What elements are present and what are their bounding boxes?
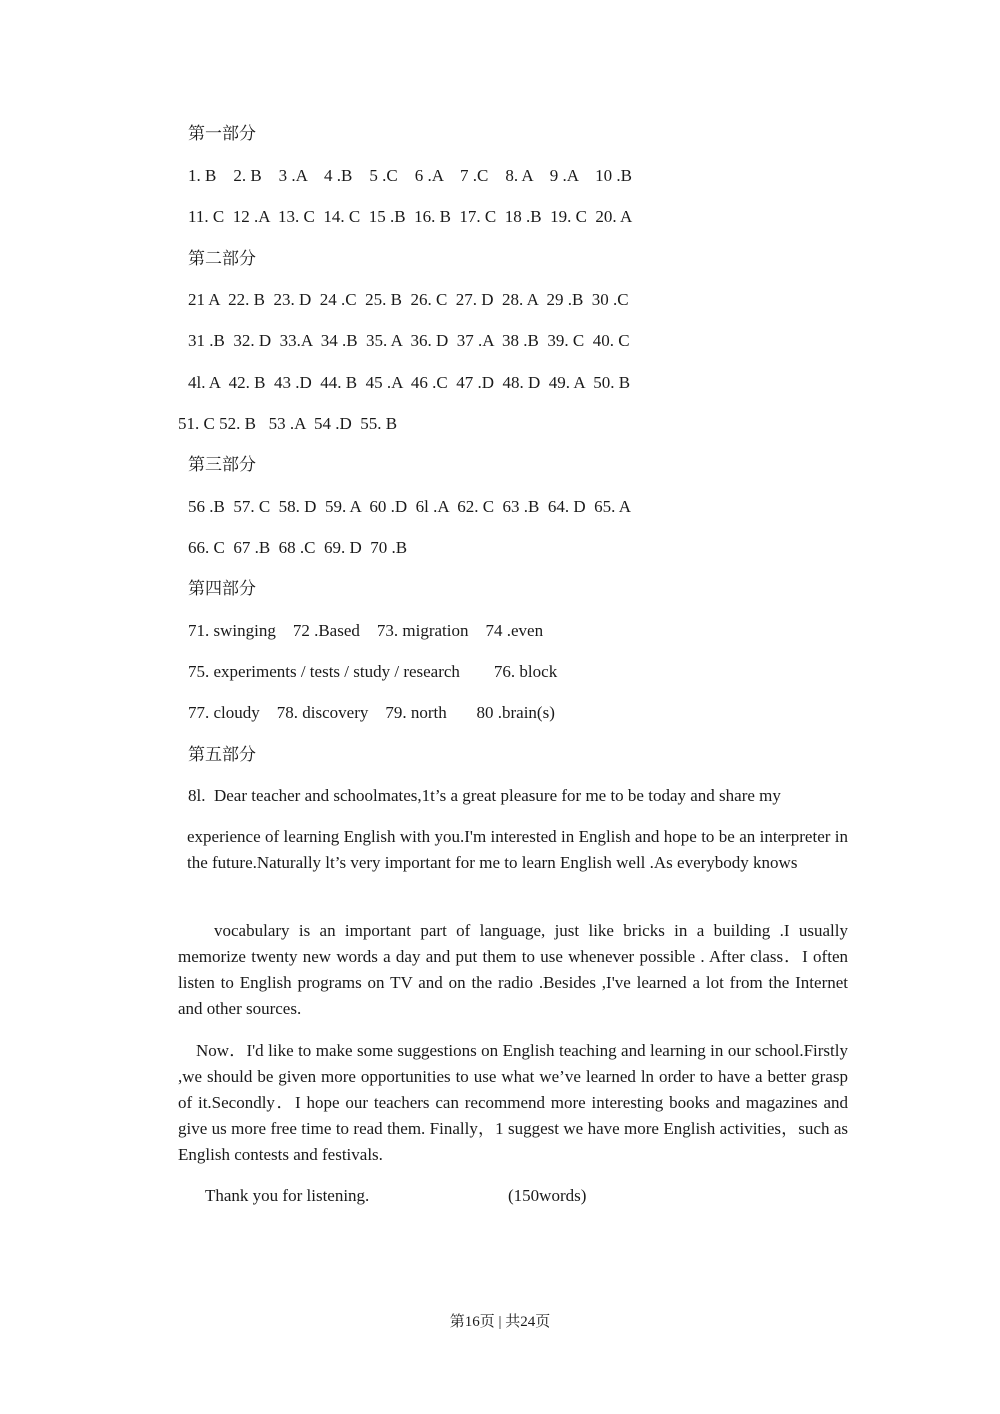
section-4-heading: 第四部分	[188, 579, 256, 598]
essay-paragraph: vocabulary is an important part of language, just like bricks in a building .I usually memorize twenty new words a day and put them to use whenever possible . After class．I often listen to English programs on TV and on the radio .Besides ,I've learned a lot from the Internet and other sources.	[178, 921, 848, 1018]
answer-row: 66. C 67 .B 68 .C 69. D 70 .B	[188, 538, 408, 557]
answer-row: 77. cloudy 78. discovery 79. north 80 .brain(s)	[188, 703, 555, 722]
section-1-heading: 第一部分	[188, 124, 256, 143]
answer-row: 11. C 12 .A 13. C 14. C 15 .B 16. B 17. C 18 .B 19. C 20. A	[188, 207, 633, 226]
section-3-heading: 第三部分	[188, 455, 256, 474]
word-count: (150words)	[508, 1186, 587, 1205]
essay-closing: Thank you for listening.	[205, 1186, 370, 1205]
answer-row: 75. experiments / tests / study / research 76. block	[188, 662, 558, 681]
answer-row: 1. B 2. B 3 .A 4 .B 5 .C 6 .A 7 .C 8. A 9 .A 10 .B	[188, 166, 632, 185]
answer-row: 21 A 22. B 23. D 24 .C 25. B 26. C 27. D 28. A 29 .B 30 .C	[188, 290, 629, 309]
answer-row: 4l. A 42. B 43 .D 44. B 45 .A 46 .C 47 .D 48. D 49. A 50. B	[188, 373, 631, 392]
answer-row: 71. swinging 72 .Based 73. migration 74 .even	[188, 621, 544, 640]
section-5-heading: 第五部分	[188, 745, 256, 764]
essay-paragraph: Now．I'd like to make some suggestions on English teaching and learning in our school.Firstly ,we should be given more opportunities to use what we’ve learned ln order to have a better grasp of it.Secondly．I hope our teachers can recommend more interesting books and magazines and give us more free time to read them. Finally，1 suggest we have more English activities，such as English contests and festivals.	[178, 1041, 848, 1164]
essay-paragraph: experience of learning English with you.I'm interested in English and hope to be an interpreter in the future.Naturally lt’s very important for me to learn English well .As everybody knows	[187, 827, 848, 872]
section-2-heading: 第二部分	[188, 249, 256, 268]
answer-row: 31 .B 32. D 33.A 34 .B 35. A 36. D 37 .A 38 .B 39. C 40. C	[188, 331, 630, 350]
answer-row: 51. C 52. B 53 .A 54 .D 55. B	[178, 414, 398, 433]
essay-first-line: 8l. Dear teacher and schoolmates,1t’s a great pleasure for me to be today and share my	[188, 786, 781, 805]
page-number: 第16页 | 共24页	[449, 1314, 551, 1330]
answer-row: 56 .B 57. C 58. D 59. A 60 .D 6l .A 62. C 63 .B 64. D 65. A	[188, 497, 631, 516]
